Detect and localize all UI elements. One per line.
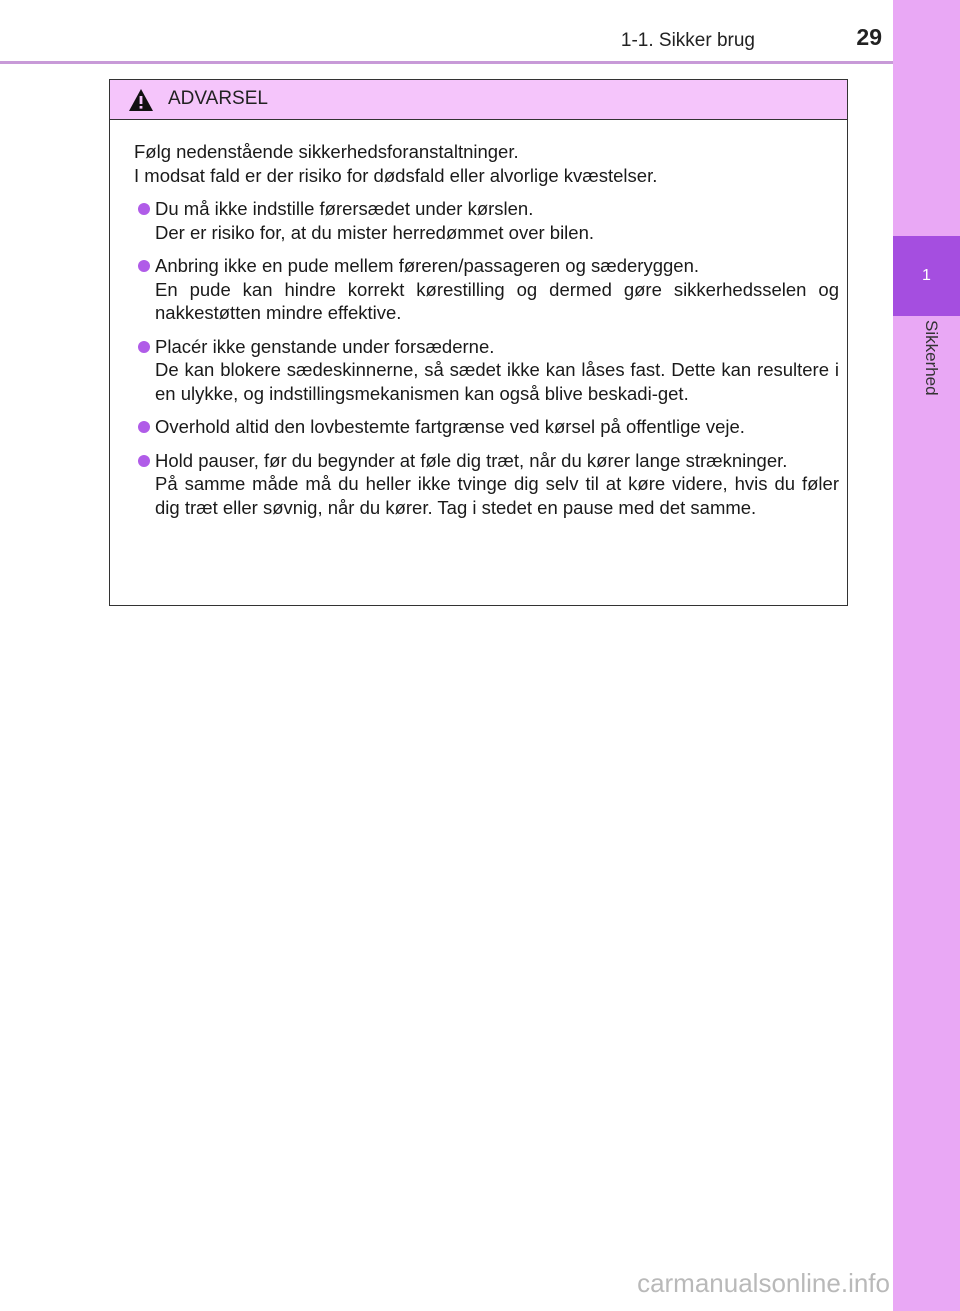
warning-title: ADVARSEL (168, 88, 268, 109)
warning-intro (134, 140, 839, 187)
bullet-line: En pude kan hindre korrekt kørestilling og dermed gøre sikkerhedsselen og nakkestøtten mindre effektive. (155, 278, 839, 323)
section-title: 1-1. Sikker brug (620, 30, 755, 51)
bullet-line: Du må ikke indstille førersædet under kørslen. (155, 198, 534, 219)
page-number: 29 (856, 24, 882, 50)
bullet-line: De kan blokere sædeskinnerne, så sædet ikke kan låses fast. Dette kan resultere i en ulykke, og indstillingsmekanismen kan også blive beskadi-get. (155, 359, 839, 404)
bullet-icon (138, 455, 150, 467)
bullet-line: Anbring ikke en pude mellem føreren/passageren og sæderyggen. (155, 255, 700, 276)
warning-header (110, 80, 847, 120)
warning-box (109, 79, 848, 606)
intro-line: Følg nedenstående sikkerhedsforanstaltninger. (134, 141, 519, 162)
bullet-line: Hold pauser, før du begynder at føle dig træt, når du kører lange strækninger. (155, 449, 788, 471)
bullet-icon (138, 421, 150, 433)
bullet-line: På samme måde må du heller ikke tvinge dig selv til at køre videre, hvis du føler dig træt eller søvnig, når du kører. Tag i stedet en pause med det samme. (155, 473, 839, 518)
header-rule (0, 61, 893, 64)
bullet-icon (138, 260, 150, 272)
intro-line: I modsat fald er der risiko for dødsfald eller alvorlige kvæstelser. (134, 164, 658, 186)
chapter-label: Sikkerhed (922, 320, 941, 396)
bullet-line: Der er risiko for, at du mister herredømmet over bilen. (155, 221, 595, 243)
bullet-line: Overhold altid den lovbestemte fartgrænse ved kørsel på offentlige veje. (155, 416, 745, 437)
chapter-number-tab[interactable]: 1 (893, 236, 960, 316)
warning-bullet (134, 254, 839, 325)
warning-body (110, 120, 847, 519)
warning-bullet (134, 415, 839, 439)
warning-triangle-icon (128, 88, 154, 112)
warning-bullet (134, 335, 839, 406)
bullet-line: Placér ikke genstande under forsæderne. (155, 335, 495, 357)
warning-bullet (134, 197, 839, 244)
chapter-sidebar (893, 0, 960, 1311)
bullet-icon (138, 341, 150, 353)
watermark: carmanualsonline.info (637, 1268, 890, 1298)
bullet-icon (138, 203, 150, 215)
warning-bullet (134, 449, 839, 520)
